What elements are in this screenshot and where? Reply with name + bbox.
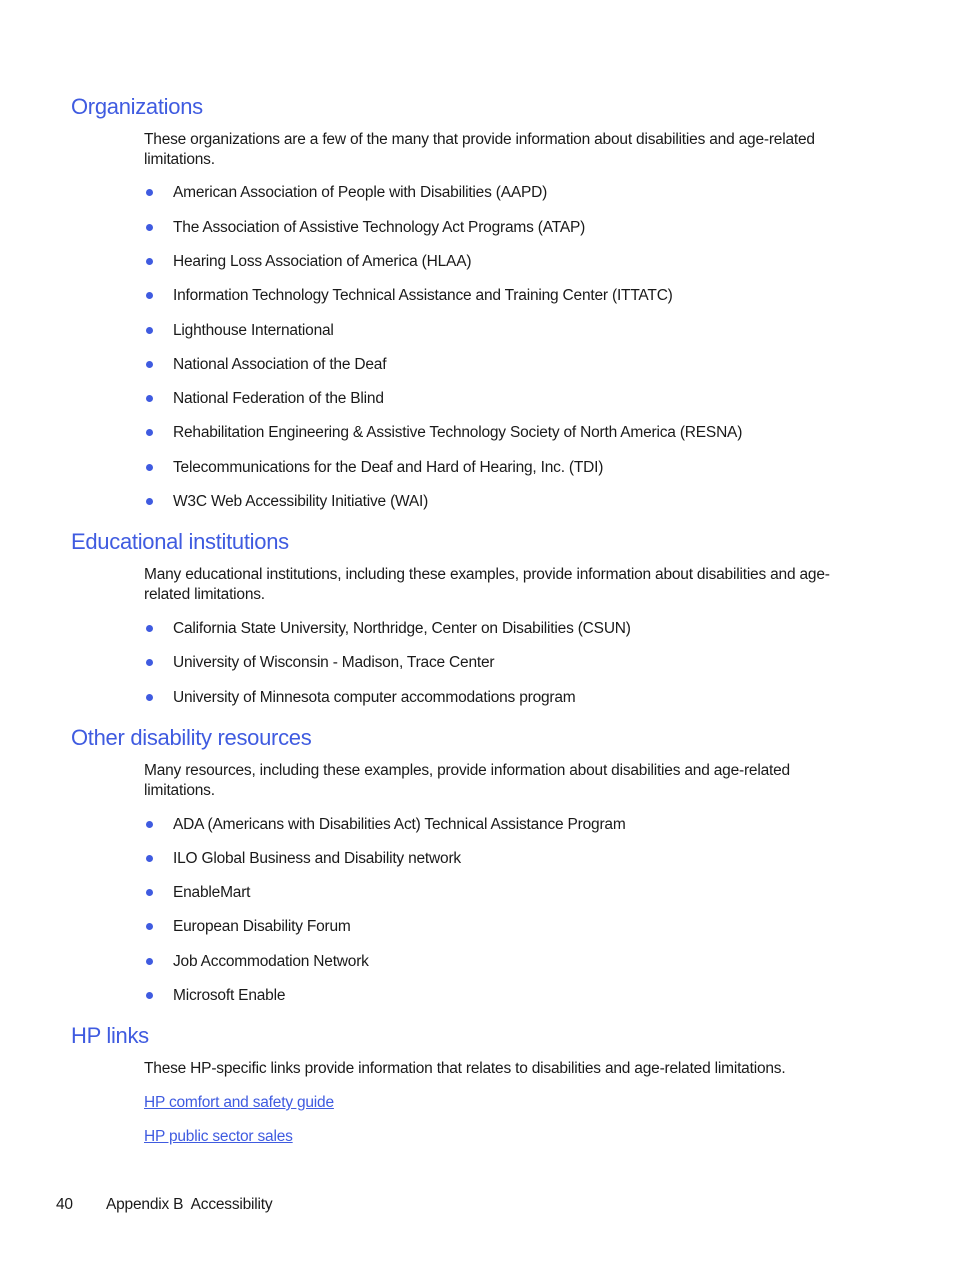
bullet-dot-icon [146, 659, 153, 666]
section-heading-other-disability-resources: Other disability resources [71, 725, 312, 750]
bullet-dot-icon [146, 189, 153, 196]
hp-comfort-safety-guide-link[interactable]: HP comfort and safety guide [144, 1094, 334, 1111]
bullet-dot-icon [146, 855, 153, 862]
bullet-dot-icon [146, 992, 153, 999]
section-heading-hp-links: HP links [71, 1023, 149, 1048]
section-intro-other-disability-resources: Many resources, including these examples, provide information about disabilities and age-related limitations. [144, 762, 790, 799]
bullet-dot-icon [146, 327, 153, 334]
section-intro-organizations: These organizations are a few of the many that provide information about disabilities and age-related limitations. [144, 131, 815, 168]
bullet-dot-icon [146, 694, 153, 701]
section-intro-hp-links: These HP-specific links provide information that relates to disabilities and age-related limitations. [144, 1060, 786, 1077]
bullet-dot-icon [146, 923, 153, 930]
bullet-dot-icon [146, 889, 153, 896]
bullet-dot-icon [146, 821, 153, 828]
bullet-dot-icon [146, 258, 153, 265]
section-intro-educational-institutions: Many educational institutions, including these examples, provide information about disabilities and age-related limitations. [144, 566, 830, 603]
section-heading-educational-institutions: Educational institutions [71, 529, 289, 554]
bullet-dot-icon [146, 625, 153, 632]
page-number: 40 [56, 1196, 73, 1213]
bullet-dot-icon [146, 429, 153, 436]
section-heading-organizations: Organizations [71, 94, 203, 119]
bullet-dot-icon [146, 224, 153, 231]
document-page: Organizations These organizations are a few of the many that provide information about disabilities and age-related limitations. American Association of People with Disabilities (AAPD) The Association of Assistive Technology Act Programs (ATAP) Hearing Loss Association of America (HLAA) Information Technology Technical Assistance and Training Center (ITTATC) Lighthouse International National Association of the Deaf National Federation of the Blind Rehabilitation Engineering & Assistive Technology Society of North America (RESNA) Telecommunications for the Deaf and Hard of Hearing, Inc. (TDI) W3C Web Accessibility Initiative (WAI) Educational institutions Many educational institutions, including these examples, provide information about disabilities and age-related limitations. California State University, Northridge, Center on Disabilities (CSUN) University of Wisconsin - Madison, Trace Center University of Minnesota computer accommodations program Other disability resources Many resources, including these examples, provide information about disabilities and age-related limitations. ADA (Americans with Disabilities Act) Technical Assistance Program ILO Global Business and Disability network EnableMart European Disability Forum Job Accommodation Network Microsoft Enable HP links These HP-specific links provide information that relates to disabilities and age-related limitations. HP comfort and safety guide HP public sector sales 40 Appendix B Accessibility [0, 0, 954, 1270]
bullet-dot-icon [146, 958, 153, 965]
bullet-dot-icon [146, 395, 153, 402]
bullet-dot-icon [146, 361, 153, 368]
bullet-dot-icon [146, 292, 153, 299]
bullet-dot-icon [146, 464, 153, 471]
bullet-dot-icon [146, 498, 153, 505]
hp-public-sector-sales-link[interactable]: HP public sector sales [144, 1128, 293, 1145]
footer-chapter-title: Appendix B Accessibility [106, 1196, 273, 1213]
